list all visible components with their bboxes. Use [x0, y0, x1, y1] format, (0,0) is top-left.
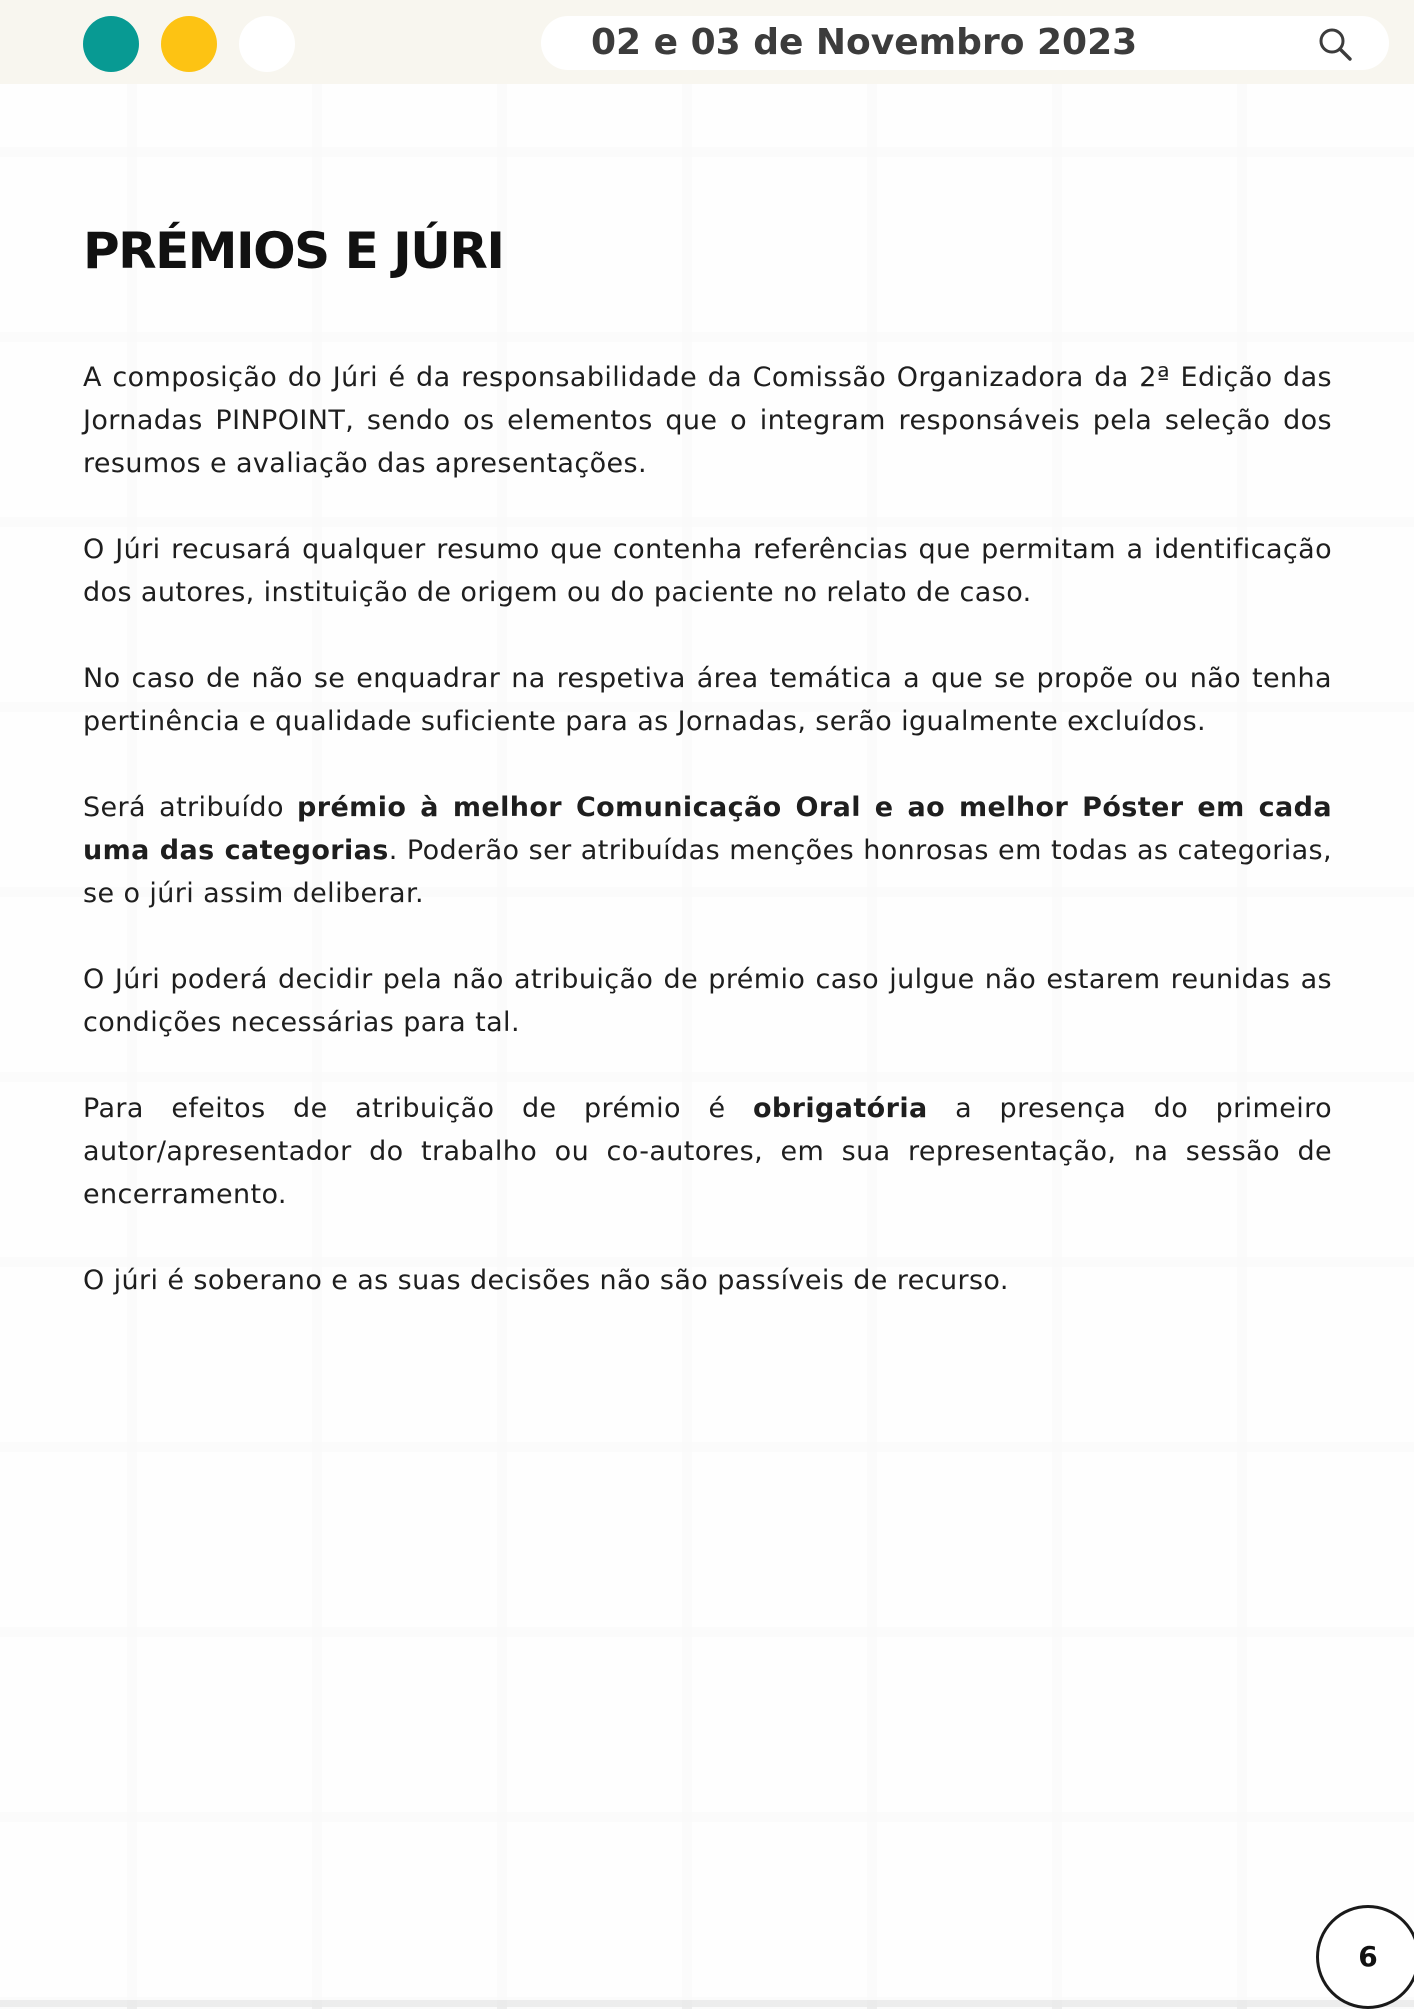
- paragraph-jury-composition: A composição do Júri é da responsabilidade da Comissão Organizadora da 2ª Edição das Jornadas PINPOINT, sendo os elementos que o integram responsáveis pela seleção dos resumos e avaliação das apresentações.: [83, 362, 1332, 479]
- teal-dot-decoration: [83, 16, 139, 72]
- awards-text-bold: prémio à melhor Comunicação Oral e ao melhor Póster em cada uma das categorias: [83, 792, 1332, 866]
- white-dot-decoration: [239, 16, 295, 72]
- event-date: 02 e 03 de Novembro 2023: [591, 22, 1138, 63]
- paragraph-no-award: O Júri poderá decidir pela não atribuição de prémio caso julgue não estarem reunidas as condições necessárias para tal.: [83, 964, 1332, 1038]
- header-bar: [0, 0, 1414, 84]
- paragraph-exclusion: No caso de não se enquadrar na respetiva área temática a que se propõe ou não tenha pertinência e qualidade suficiente para as Jornadas, serão igualmente excluídos.: [83, 663, 1332, 737]
- page-number: 6: [1316, 1905, 1414, 2009]
- awards-text-end: . Poderão ser atribuídas menções honrosas em todas as categorias, se o júri assim deliberar.: [83, 835, 1333, 909]
- paragraph-abstract-rejection: O Júri recusará qualquer resumo que contenha referências que permitam a identificação dos autores, instituição de origem ou do paciente no relato de caso.: [83, 534, 1332, 608]
- body-text: [83, 356, 1332, 1302]
- presence-text-end: a presença do primeiro autor/apresentador do trabalho ou co-autores, em sua representação, na sessão de encerramento.: [83, 1093, 1332, 1210]
- search-bar[interactable]: [541, 16, 1389, 70]
- presence-text-start: Para efeitos de atribuição de prémio é: [83, 1093, 753, 1124]
- presence-text-bold: obrigatória: [752, 1093, 928, 1124]
- page-title: PRÉMIOS E JÚRI: [83, 222, 504, 280]
- search-icon[interactable]: [1317, 26, 1353, 62]
- paragraph-jury-sovereign: O júri é soberano e as suas decisões não são passíveis de recurso.: [83, 1265, 1009, 1296]
- paragraph-awards: [83, 786, 1332, 915]
- awards-text-start: Será atribuído: [83, 792, 298, 823]
- yellow-dot-decoration: [161, 16, 217, 72]
- paragraph-presence-required: [83, 1087, 1332, 1216]
